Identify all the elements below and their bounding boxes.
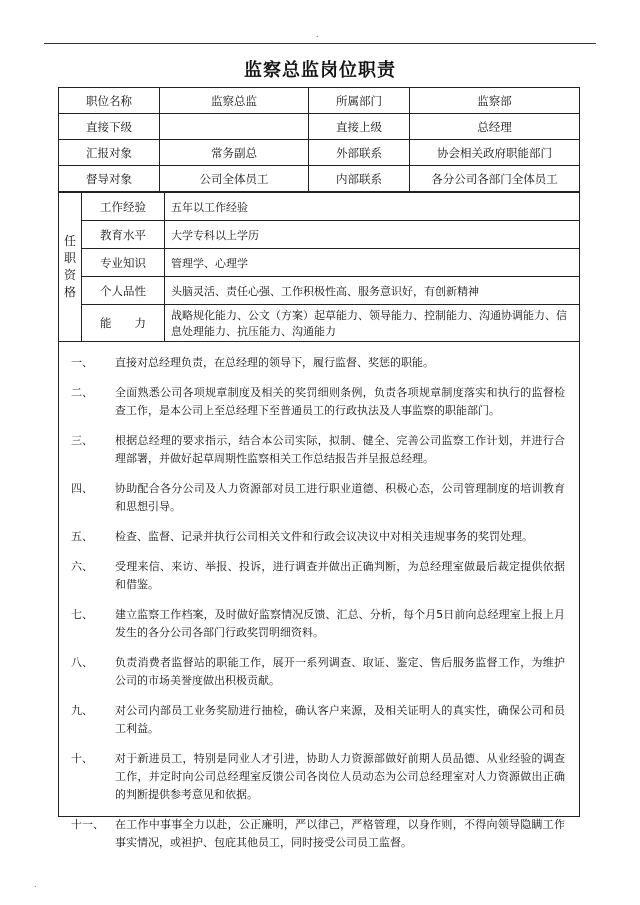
duty-number: 十、	[71, 752, 93, 765]
info-label: 所属部门	[309, 88, 410, 114]
duty-text: 检查、监督、记录并执行公司相关文件和行政会议决议中对相关违规事务的奖罚处理。	[115, 530, 533, 543]
duty-item	[71, 354, 565, 372]
duty-item	[71, 750, 565, 804]
info-row	[59, 140, 579, 166]
info-value: 协会相关政府职能部门	[410, 140, 580, 166]
bottom-mark: .	[34, 880, 37, 889]
info-value: 公司全体员工	[160, 166, 309, 192]
qualification-row	[59, 277, 579, 305]
qualification-value: 管理学、心理学	[165, 249, 580, 277]
top-mark: .	[316, 30, 319, 39]
qualification-label: 个人品性	[82, 277, 165, 305]
duty-number: 六、	[71, 560, 93, 573]
duty-text: 对公司内部员工业务奖励进行抽检，确认客户来源，及相关证明人的真实性，确保公司和员工利益。	[115, 704, 565, 735]
duty-item	[71, 606, 565, 642]
duty-item	[71, 528, 565, 546]
info-label: 汇报对象	[59, 140, 160, 166]
duty-item	[71, 558, 565, 594]
info-value: 监察总监	[160, 88, 309, 114]
header-rule	[44, 43, 596, 44]
duty-item	[71, 384, 565, 420]
duty-number: 五、	[71, 530, 93, 543]
info-label: 督导对象	[59, 166, 160, 192]
position-info-table	[59, 88, 579, 192]
qualification-value: 战略规化能力、公文（方案）起草能力、领导能力、控制能力、沟通协调能力、信息处理能力、抗压能力、沟通能力	[165, 305, 580, 342]
page-title: 监察总监岗位职责	[244, 60, 396, 81]
duty-item	[71, 654, 565, 690]
qualifications-header	[59, 193, 82, 342]
qualifications-header-char: 职	[63, 251, 76, 265]
qualification-label: 教育水平	[82, 221, 165, 249]
info-value: 各分公司各部门全体员工	[410, 166, 580, 192]
qualifications-table	[59, 192, 579, 342]
qualification-value: 五年以工作经验	[165, 193, 580, 221]
qualification-label: 工作经验	[82, 193, 165, 221]
qualification-value: 大学专科以上学历	[165, 221, 580, 249]
duty-text: 受理来信、来访、举报、投诉，进行调查并做出正确判断，为总经理室做最后裁定提供依据和借鉴。	[115, 560, 565, 591]
duties-list	[59, 342, 579, 852]
info-row	[59, 166, 579, 192]
info-value: 常务副总	[160, 140, 309, 166]
duty-item	[71, 480, 565, 516]
duty-text: 直接对总经理负责，在总经理的领导下，履行监督、奖惩的职能。	[115, 356, 434, 369]
qualification-row	[59, 305, 579, 342]
duty-text: 负责消费者监督站的职能工作，展开一系列调查、取证、鉴定、售后服务监督工作，为维护公司的市场美誉度做出积极贡献。	[115, 656, 565, 687]
duty-text: 协助配合各分公司及人力资源部对员工进行职业道德、积极心态，公司管理制度的培训教育和思想引导。	[115, 482, 565, 513]
duty-document	[58, 87, 580, 849]
duty-item	[71, 816, 565, 852]
qualification-row	[59, 221, 579, 249]
qualifications-header-char: 格	[63, 285, 76, 299]
info-value	[160, 114, 309, 140]
duty-number: 八、	[71, 656, 93, 669]
duty-number: 一、	[71, 356, 93, 369]
duty-text: 在工作中事事全力以赴，公正廉明，严以律己，严格管理，以身作则，不得向领导隐瞒工作事实情况，或袒护、包庇其他员工，同时接受公司员工监督。	[115, 818, 565, 849]
qualifications-header-char: 资	[63, 268, 76, 282]
duty-item	[71, 432, 565, 468]
info-label: 职位名称	[59, 88, 160, 114]
qualification-value: 头脑灵活、责任心强、工作积极性高、服务意识好，有创新精神	[165, 277, 580, 305]
duty-text: 建立监察工作档案，及时做好监察情况反馈、汇总、分析，每个月5日前向总经理室上报上月发生的各分公司各部门行政奖罚明细资料。	[115, 608, 565, 639]
info-label: 直接下级	[59, 114, 160, 140]
duty-number: 七、	[71, 608, 93, 621]
duty-text: 对于新进员工，特别是同业人才引进，协助人力资源部做好前期人员品德、从业经验的调查工作，并定时向公司总经理室反馈公司各岗位人员动态为公司总经理室对人力资源做出正确的判断提供参考意见和依据。	[115, 752, 565, 801]
duty-number: 九、	[71, 704, 93, 717]
info-label: 直接上级	[309, 114, 410, 140]
duty-text: 全面熟悉公司各项规章制度及相关的奖罚细则条例，负责各项规章制度落实和执行的监督检查工作，是本公司上至总经理下至普通员工的行政执法及人事监察的职能部门。	[115, 386, 565, 417]
info-label: 外部联系	[309, 140, 410, 166]
info-row	[59, 88, 579, 114]
duty-text: 根据总经理的要求指示，结合本公司实际，拟制、健全、完善公司监察工作计划，并进行合理部署，并做好起草周期性监察相关工作总结报告并呈报总经理。	[115, 434, 565, 465]
duty-item	[71, 702, 565, 738]
duty-number: 四、	[71, 482, 93, 495]
info-label: 内部联系	[309, 166, 410, 192]
qualifications-header-char: 任	[63, 234, 76, 248]
info-value: 总经理	[410, 114, 580, 140]
info-value: 监察部	[410, 88, 580, 114]
qualification-row	[59, 193, 579, 221]
qualification-label: 专业知识	[82, 249, 165, 277]
qualification-row	[59, 249, 579, 277]
duty-number: 十一、	[71, 818, 104, 831]
qualification-label: 能 力	[82, 305, 165, 342]
info-row	[59, 114, 579, 140]
duty-number: 三、	[71, 434, 93, 447]
duty-number: 二、	[71, 386, 93, 399]
